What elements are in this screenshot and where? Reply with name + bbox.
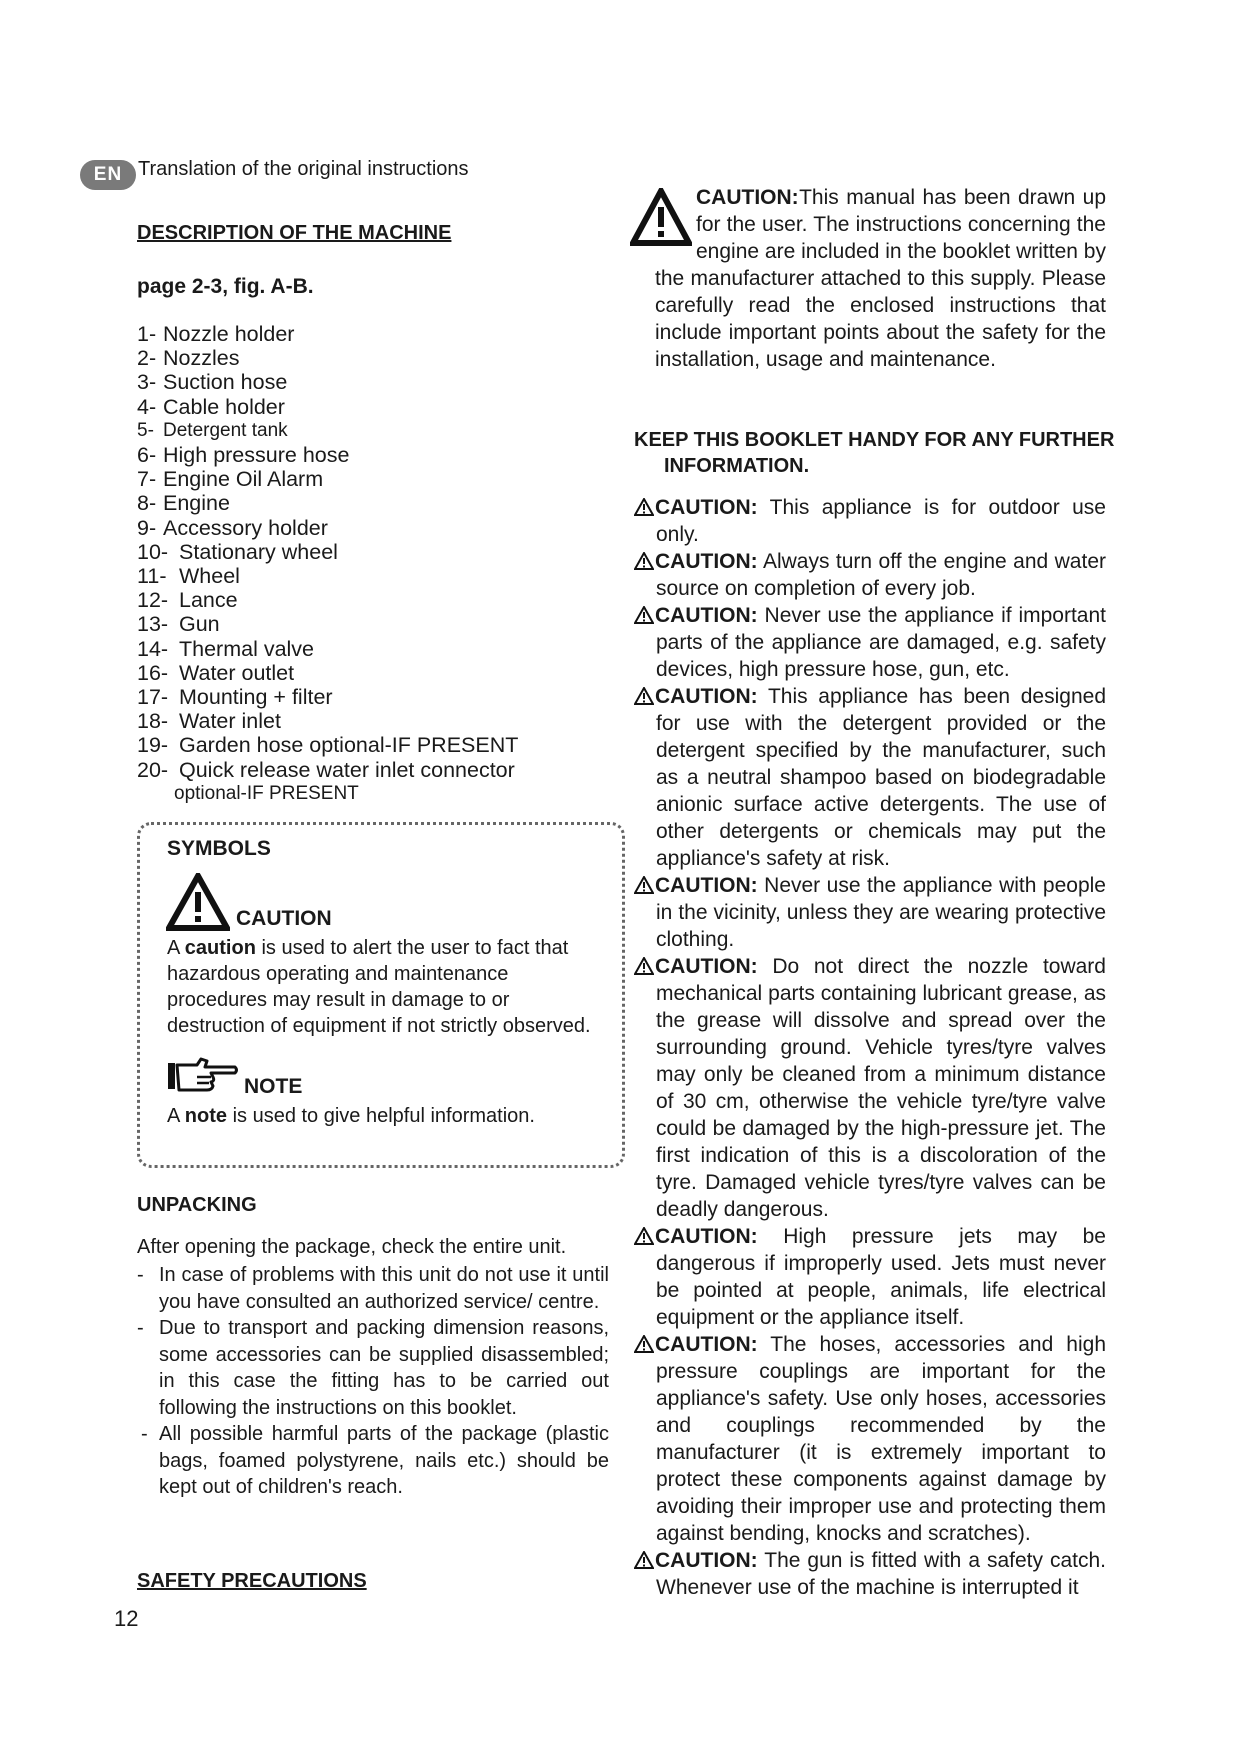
warning-icon <box>634 687 654 705</box>
safety-heading: SAFETY PRECAUTIONS <box>137 1570 367 1592</box>
header-title: Translation of the original instructions <box>138 158 469 180</box>
list-item: 8- Engine <box>137 491 230 516</box>
list-item: 3- Suction hose <box>137 370 288 395</box>
warning-icon <box>634 1227 654 1245</box>
caution-description: A caution is used to alert the user to fact that hazardous operating and maintenance procedures may result in damage to or destruction of equipment if not strictly observed. <box>167 937 591 1037</box>
list-item: 16- Water outlet <box>137 660 295 685</box>
page-reference: page 2-3, fig. A-B. <box>137 275 314 298</box>
caution-item: CAUTION: High pressure jets may be dangerous if improperly used. Jets must never be pointed at people, animals, life electrical equipment or the appliance itself. <box>634 1223 1106 1331</box>
warning-icon <box>634 552 654 570</box>
description-heading: DESCRIPTION OF THE MACHINE <box>137 222 452 244</box>
intro-caution-lead: CAUTION: <box>696 186 799 209</box>
list-item: 13- Gun <box>137 612 220 637</box>
warning-icon <box>634 1335 654 1353</box>
list-item: 4- Cable holder <box>137 394 285 419</box>
warning-icon <box>634 1551 654 1569</box>
language-badge: EN <box>80 160 136 190</box>
list-item: 7- Engine Oil Alarm <box>137 467 324 492</box>
caution-item: CAUTION: This appliance is for outdoor use only. <box>634 494 1106 548</box>
list-item: 20- Quick release water inlet connector <box>137 757 515 782</box>
warning-icon <box>634 876 654 894</box>
list-item: 10- Stationary wheel <box>137 539 338 564</box>
list-item: 9- Accessory holder <box>137 515 328 540</box>
note-description: A note is used to give helpful information. <box>167 1105 535 1127</box>
list-item: - Due to transport and packing dimension reasons, some accessories can be supplied disassembled; in this case the fitting has to be carried out following the instructions on this booklet. <box>137 1317 609 1419</box>
note-label: NOTE <box>244 1075 303 1098</box>
list-item: 17- Mounting + filter <box>137 685 333 710</box>
unpacking-heading: UNPACKING <box>137 1194 257 1216</box>
caution-item: CAUTION: The hoses, accessories and high pressure couplings are important for the appliance's safety. Use only hoses, accessories and couplings recommended by the manufacturer (it is extremely important to protect these components against damage by avoiding their improper use and protecting them against bending, knocks and scratches). <box>634 1331 1106 1547</box>
list-item: 2- Nozzles <box>137 346 240 371</box>
list-item: 11- Wheel <box>137 564 240 589</box>
page-number: 12 <box>114 1606 139 1631</box>
caution-item: CAUTION: Do not direct the nozzle toward mechanical parts containing lubricant grease, as the grease will dissolve and spread over the surrounding ground. Vehicle tyres/tyre valves may only be cleaned from a minimum distance of 30 cm, otherwise the vehicle tyre/tyre valve could be damaged by the high-pressure jet. The first indication of this is a discoloration of the tyre. Damaged vehicle tyres/tyre valves can be deadly dangerous. <box>634 953 1106 1223</box>
unpacking-list <box>137 1262 609 1501</box>
parts-list <box>137 322 518 806</box>
list-item: - All possible harmful parts of the package (plastic bags, foamed polystyrene, nails etc.) should be kept out of children's reach. <box>141 1423 609 1498</box>
intro-caution-text: This manual has been drawn up for the user. The instructions concerning the engine are included in the booklet written by the manufacturer attached to this supply. Please carefully read the enclosed instructions that include important points about the safety for the installation, usage and maintenance. <box>655 186 1106 371</box>
warning-icon <box>634 606 654 624</box>
warning-icon <box>634 957 654 975</box>
pointing-hand-icon <box>167 1057 239 1098</box>
list-item-continuation: optional-IF PRESENT <box>174 782 359 804</box>
warning-triangle-icon <box>166 873 230 936</box>
caution-label: CAUTION <box>236 907 332 930</box>
list-item: 14- Thermal valve <box>137 636 315 661</box>
symbols-heading: SYMBOLS <box>167 837 271 860</box>
caution-item: CAUTION: This appliance has been designed for use with the detergent provided or the detergent specified by the manufacturer, such as a neutral shampoo based on biodegradable anionic surface active detergents. The use of other detergents or chemicals may put the appliance's safety at risk. <box>634 683 1106 872</box>
caution-item: CAUTION: Never use the appliance if important parts of the appliance are damaged, e.g. safety devices, high pressure hose, gun, etc. <box>634 602 1106 683</box>
list-item: 12- Lance <box>137 588 238 613</box>
list-item: 18- Water inlet <box>137 709 281 734</box>
caution-item: CAUTION: Always turn off the engine and water source on completion of every job. <box>634 548 1106 602</box>
list-item: 6- High pressure hose <box>137 443 350 468</box>
list-item: 1- Nozzle holder <box>137 322 295 346</box>
list-item: 19- Garden hose optional-IF PRESENT <box>137 733 519 758</box>
list-item: 5- Detergent tank <box>137 419 288 441</box>
caution-item: CAUTION: The gun is fitted with a safety catch. Whenever use of the machine is interrupted it <box>634 1547 1106 1601</box>
caution-item: CAUTION: Never use the appliance with people in the vicinity, unless they are wearing protective clothing. <box>634 872 1106 953</box>
unpacking-intro: After opening the package, check the entire unit. <box>137 1236 567 1258</box>
list-item: - In case of problems with this unit do not use it until you have consulted an authorized service/ centre. <box>137 1264 609 1313</box>
keep-booklet-heading: KEEP THIS BOOKLET HANDY FOR ANY FURTHER INFORMATION. <box>634 429 1115 477</box>
warning-icon <box>634 498 654 516</box>
symbols-box <box>137 822 625 1168</box>
caution-list <box>634 494 1106 1601</box>
